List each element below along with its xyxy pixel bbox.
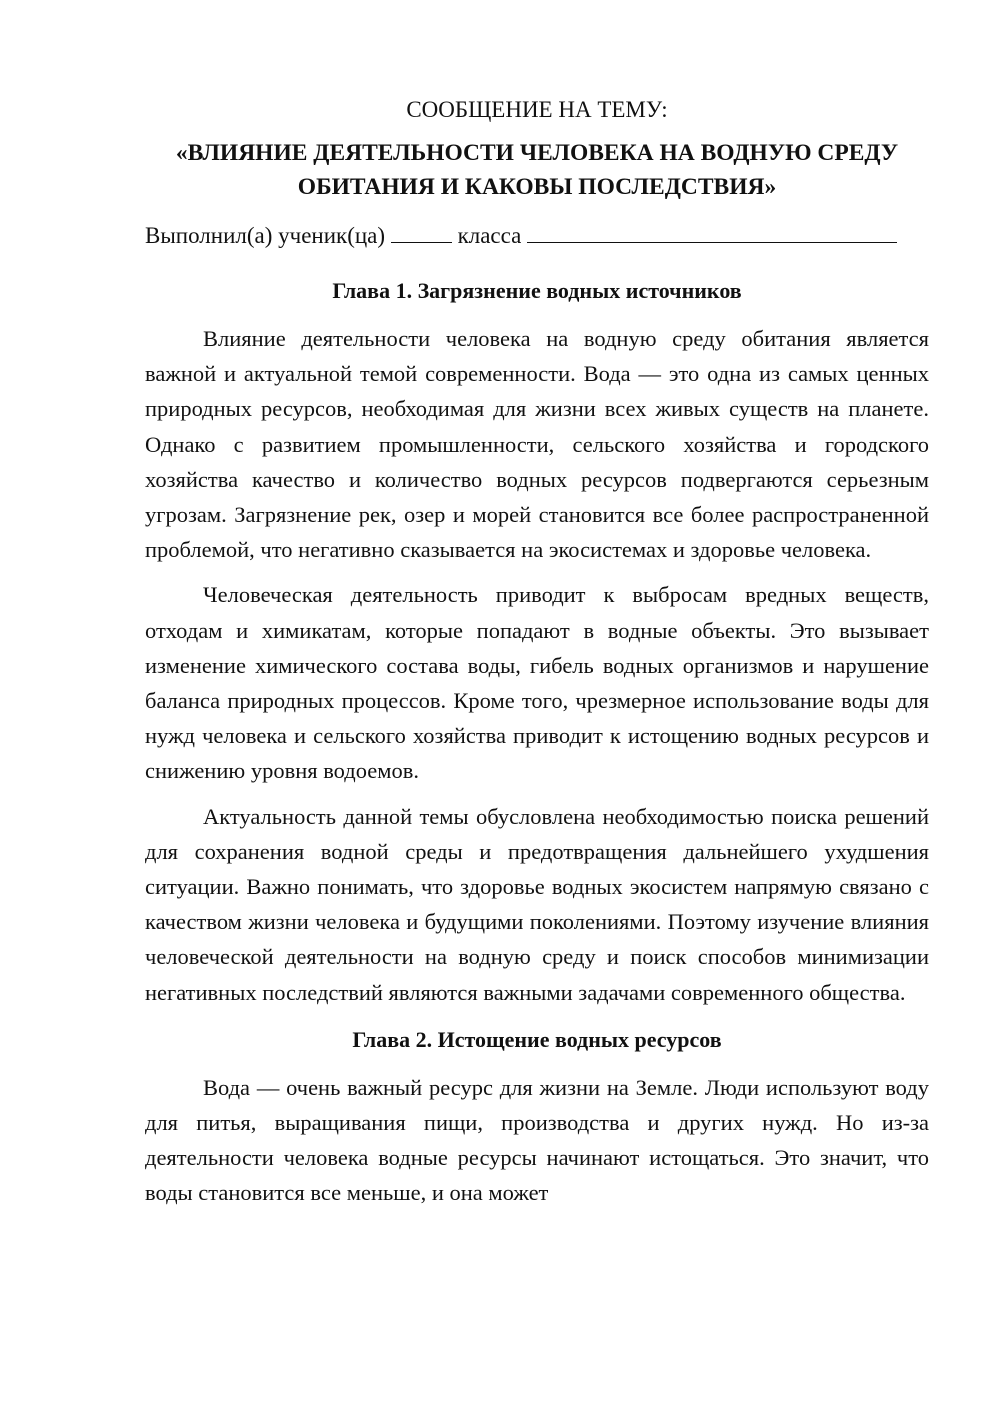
class-letter-blank	[527, 222, 897, 243]
document-page	[145, 93, 929, 1211]
chapter-1-paragraph-3: Актуальность данной темы обусловлена необходимостью поиска решений для сохранения водной среды и предотвращения дальнейшего ухудшения ситуации. Важно понимать, что здоровье водных экосистем напрямую связано с качеством жизни человека и будущими поколениями. Поэтому изучение влияния человеческой деятельности на водную среду и поиск способов минимизации негативных последствий являются важными задачами современного общества.	[145, 803, 929, 1005]
title-line-2: ОБИТАНИЯ И КАКОВЫ ПОСЛЕДСТВИЯ»	[297, 174, 777, 200]
chapter-2-heading: Глава 2. Истощение водных ресурсов	[352, 1026, 722, 1052]
chapter-1-heading: Глава 1. Загрязнение водных источников	[332, 278, 742, 303]
title-line-1: «ВЛИЯНИЕ ДЕЯТЕЛЬНОСТИ ЧЕЛОВЕКА НА ВОДНУЮ СРЕДУ	[175, 140, 899, 166]
author-line	[145, 219, 929, 253]
document-title	[145, 136, 929, 204]
document-header: СООБЩЕНИЕ НА ТЕМУ:	[406, 97, 668, 122]
author-class-label: класса	[457, 223, 522, 248]
chapter-2-paragraph-1: Вода — очень важный ресурс для жизни на Земле. Люди используют воду для питья, выращивания пищи, производства и других нужд. Но из-за деятельности человека водные ресурсы начинают истощаться. Это значит, что воды становится все меньше, и она может	[145, 1074, 929, 1206]
chapter-1-paragraph-2: Человеческая деятельность приводит к выбросам вредных веществ, отходам и химикатам, которые попадают в водные объекты. Это вызывает изменение химического состава воды, гибель водных организмов и нарушение баланса природных процессов. Кроме того, чрезмерное использование воды для нужд человека и сельского хозяйства приводит к истощению водных ресурсов и снижению уровня водоемов.	[145, 582, 929, 784]
class-number-blank	[391, 222, 452, 243]
author-prefix: Выполнил(а) ученик(ца)	[145, 223, 386, 248]
chapter-1-paragraph-1: Влияние деятельности человека на водную среду обитания является важной и актуальной темой современности. Вода — это одна из самых ценных природных ресурсов, необходимая для жизни всех живых существ на планете. Однако с развитием промышленности, сельского хозяйства и городского хозяйства качество и количество водных ресурсов подвергаются серьезным угрозам. Загрязнение рек, озер и морей становится все более распространенной проблемой, что негативно сказывается на экосистемах и здоровье человека.	[145, 326, 929, 563]
